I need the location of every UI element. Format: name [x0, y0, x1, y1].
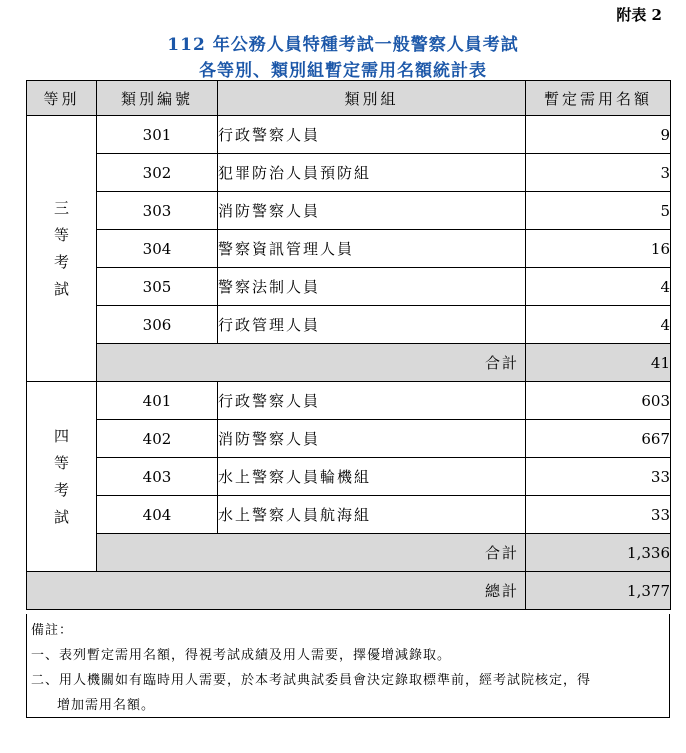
row-quota: 4 — [526, 306, 671, 344]
table-row — [27, 268, 671, 306]
notes-heading: 備註： — [31, 623, 74, 638]
row-category: 行政管理人員 — [218, 306, 526, 344]
table-row — [27, 230, 671, 268]
row-category: 警察資訊管理人員 — [218, 230, 526, 268]
grade-3-subtotal-row — [27, 344, 671, 382]
row-quota: 33 — [526, 458, 671, 496]
row-category: 犯罪防治人員預防組 — [218, 154, 526, 192]
subtotal-label: 合計 — [97, 534, 526, 572]
notes-section — [26, 614, 670, 718]
grade-3-label: 三 等 考 試 — [27, 116, 97, 382]
row-category: 警察法制人員 — [218, 268, 526, 306]
table-row — [27, 116, 671, 154]
total-value: 1,377 — [526, 572, 671, 610]
row-code: 404 — [97, 496, 218, 534]
row-quota: 9 — [526, 116, 671, 154]
row-quota: 33 — [526, 496, 671, 534]
row-code: 305 — [97, 268, 218, 306]
table-row — [27, 420, 671, 458]
document-title: 112 年公務人員特種考試一般警察人員考試 — [167, 35, 519, 55]
row-code: 302 — [97, 154, 218, 192]
header-grade: 等別 — [27, 81, 97, 116]
row-code: 306 — [97, 306, 218, 344]
grade-4-label: 四 等 考 試 — [27, 382, 97, 572]
table-row — [27, 458, 671, 496]
table-row — [27, 496, 671, 534]
header-category: 類別組 — [218, 81, 526, 116]
row-category: 水上警察人員輪機組 — [218, 458, 526, 496]
header-code: 類別編號 — [97, 81, 218, 116]
row-code: 303 — [97, 192, 218, 230]
grade-4-subtotal-row — [27, 534, 671, 572]
row-category: 消防警察人員 — [218, 192, 526, 230]
row-code: 304 — [97, 230, 218, 268]
table-row — [27, 192, 671, 230]
row-category: 行政警察人員 — [218, 116, 526, 154]
table-row — [27, 154, 671, 192]
table-row — [27, 382, 671, 420]
table-header-row — [27, 81, 671, 116]
row-quota: 667 — [526, 420, 671, 458]
row-quota: 3 — [526, 154, 671, 192]
quota-table — [26, 80, 671, 610]
row-quota: 16 — [526, 230, 671, 268]
subtotal-label: 合計 — [97, 344, 526, 382]
row-code: 301 — [97, 116, 218, 154]
row-code: 401 — [97, 382, 218, 420]
row-category: 消防警察人員 — [218, 420, 526, 458]
total-label: 總計 — [27, 572, 526, 610]
subtotal-value: 41 — [526, 344, 671, 382]
note-2-continued: 增加需用名額。 — [57, 698, 156, 713]
note-2: 二、用人機關如有臨時用人需要，於本考試典試委員會決定錄取標準前，經考試院核定，得 — [31, 673, 592, 688]
row-quota: 4 — [526, 268, 671, 306]
subtotal-value: 1,336 — [526, 534, 671, 572]
row-code: 402 — [97, 420, 218, 458]
row-category: 行政警察人員 — [218, 382, 526, 420]
row-code: 403 — [97, 458, 218, 496]
table-row — [27, 306, 671, 344]
row-quota: 603 — [526, 382, 671, 420]
note-1: 一、表列暫定需用名額，得視考試成績及用人需要，擇優增減錄取。 — [31, 648, 452, 663]
grand-total-row — [27, 572, 671, 610]
header-quota: 暫定需用名額 — [526, 81, 671, 116]
annex-label: 附表 2 — [616, 6, 662, 24]
row-quota: 5 — [526, 192, 671, 230]
row-category: 水上警察人員航海組 — [218, 496, 526, 534]
document-subtitle: 各等別、類別組暫定需用名額統計表 — [199, 61, 487, 81]
